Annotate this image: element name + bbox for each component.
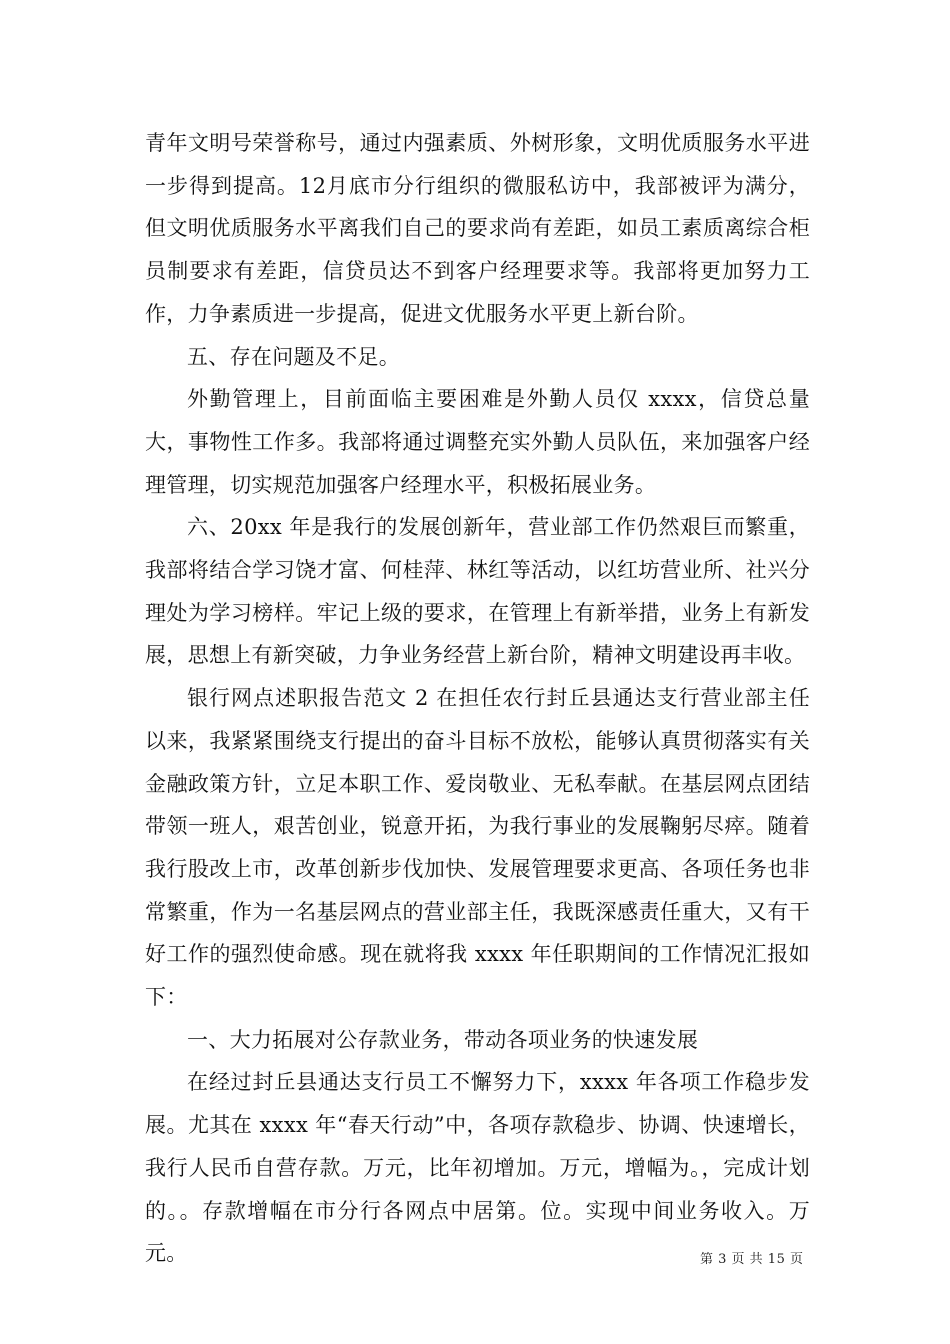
paragraph-3: 外勤管理上，目前面临主要困难是外勤人员仅 xxxx，信贷总量大，事物性工作多。我部将通过调整充实外勤人员队伍，来加强客户经理管理，切实规范加强客户经理水平，积极拓展业务。 [145, 387, 810, 497]
paragraph-6: 一、大力拓展对公存款业务，带动各项业务的快速发展 [187, 1027, 699, 1052]
document-body [145, 122, 810, 1275]
page-number-footer: 第 3 页 共 15 页 [700, 1252, 804, 1267]
paragraph-4: 六、20xx 年是我行的发展创新年，营业部工作仍然艰巨而繁重，我部将结合学习饶才富、何桂萍、林红等活动，以红坊营业所、社兴分理处为学习榜样。牢记上级的要求，在管理上有新举措，业务上有新发展，思想上有新突破，力争业务经营上新台阶，精神文明建设再丰收。 [145, 515, 810, 668]
paragraph-5: 银行网点述职报告范文 2 在担任农行封丘县通达支行营业部主任以来，我紧紧围绕支行提出的奋斗目标不放松，能够认真贯彻落实有关金融政策方针，立足本职工作、爱岗敬业、无私奉献。在基层网点团结带领一班人，艰苦创业，锐意开拓，为我行事业的发展鞠躬尽瘁。随着我行股改上市，改革创新步伐加快、发展管理要求更高、各项任务也非常繁重，作为一名基层网点的营业部主任，我既深感责任重大，又有干好工作的强烈使命感。现在就将我 xxxx 年任职期间的工作情况汇报如下： [145, 686, 810, 1010]
paragraph-7: 在经过封丘县通达支行员工不懈努力下，xxxx 年各项工作稳步发展。尤其在 xxxx 年“春天行动”中，各项存款稳步、协调、快速增长，我行人民币自营存款。万元，比年初增加。万元，增幅为。，完成计划的。。存款增幅在市分行各网点中居第。位。实现中间业务收入。万元。 [145, 1070, 810, 1266]
paragraph-1: 青年文明号荣誉称号，通过内强素质、外树形象，文明优质服务水平进一步得到提高。12月底市分行组织的微服私访中，我部被评为满分，但文明优质服务水平离我们自己的要求尚有差距，如员工素质离综合柜员制要求有差距，信贷员达不到客户经理要求等。我部将更加努力工作，力争素质进一步提高，促进文优服务水平更上新台阶。 [145, 131, 810, 326]
paragraph-2: 五、存在问题及不足。 [187, 344, 400, 369]
